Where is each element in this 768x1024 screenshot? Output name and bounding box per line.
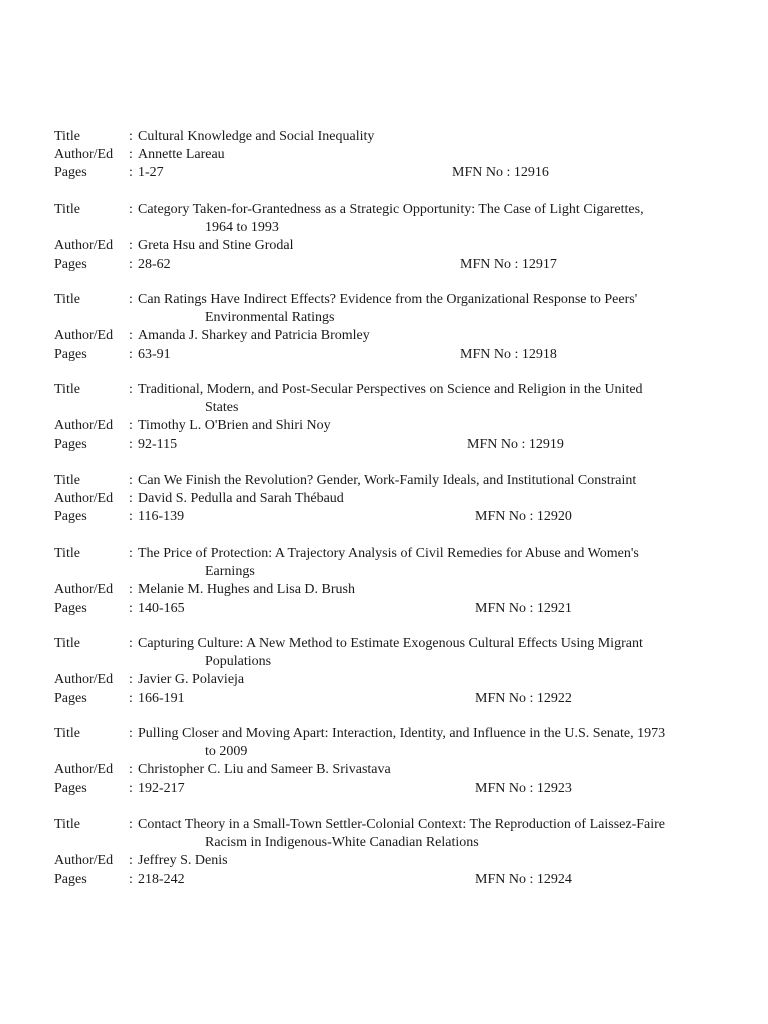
- title-row: [0, 201, 768, 219]
- mfn-label: MFN No :: [460, 256, 519, 272]
- mfn-label: MFN No :: [475, 600, 534, 616]
- author-label: Author/Ed: [54, 418, 114, 434]
- author-row: [0, 671, 768, 689]
- author-label: Author/Ed: [54, 853, 114, 869]
- separator: :: [129, 636, 133, 651]
- title-text: Can We Finish the Revolution? Gender, Work-Family Ideals, and Institutional Constraint: [138, 473, 637, 488]
- separator: :: [129, 726, 133, 741]
- pages-row: [0, 780, 768, 798]
- mfn-number: [475, 690, 572, 708]
- author-text: Melanie M. Hughes and Lisa D. Brush: [138, 582, 355, 598]
- author-label: Author/Ed: [54, 238, 114, 254]
- title-continuation: 1964 to 1993: [205, 220, 279, 236]
- pages-row: [0, 256, 768, 274]
- title-continuation: Racism in Indigenous-White Canadian Relations: [205, 835, 479, 851]
- catalog-entry: [0, 816, 768, 889]
- separator: :: [129, 780, 133, 796]
- pages-label: Pages: [54, 690, 87, 706]
- mfn-number: [460, 256, 557, 274]
- author-label: Author/Ed: [54, 672, 114, 688]
- title-label: Title: [54, 202, 80, 217]
- catalog-entry: [0, 545, 768, 618]
- separator: :: [129, 382, 133, 397]
- separator: :: [129, 600, 133, 616]
- separator: :: [129, 436, 133, 452]
- title-text: Capturing Culture: A New Method to Estimate Exogenous Cultural Effects Using Migrant: [138, 636, 643, 651]
- author-row: [0, 761, 768, 779]
- title-text: Cultural Knowledge and Social Inequality: [138, 129, 375, 144]
- title-continuation: Earnings: [205, 564, 255, 580]
- separator: :: [129, 672, 133, 688]
- title-label: Title: [54, 292, 80, 307]
- pages-row: [0, 690, 768, 708]
- mfn-value: 12916: [513, 165, 549, 181]
- separator: :: [129, 328, 133, 344]
- mfn-value: 12920: [536, 509, 572, 525]
- mfn-label: MFN No :: [475, 509, 534, 525]
- pages-label: Pages: [54, 256, 87, 272]
- separator: :: [129, 129, 133, 144]
- separator: :: [129, 147, 133, 163]
- author-text: Jeffrey S. Denis: [138, 853, 228, 869]
- mfn-label: MFN No :: [467, 436, 526, 452]
- mfn-number: [467, 436, 564, 454]
- pages-text: 140-165: [138, 600, 185, 616]
- separator: :: [129, 817, 133, 832]
- title-continuation-row: [0, 563, 768, 581]
- author-text: Christopher C. Liu and Sameer B. Srivastava: [138, 762, 391, 778]
- title-continuation-row: [0, 309, 768, 327]
- separator: :: [129, 509, 133, 525]
- pages-label: Pages: [54, 346, 87, 362]
- author-row: [0, 581, 768, 599]
- mfn-value: 12919: [528, 436, 564, 452]
- pages-label: Pages: [54, 780, 87, 796]
- author-row: [0, 490, 768, 508]
- separator: :: [129, 853, 133, 869]
- mfn-number: [475, 780, 572, 798]
- mfn-label: MFN No :: [460, 346, 519, 362]
- author-row: [0, 327, 768, 345]
- mfn-label: MFN No :: [475, 780, 534, 796]
- author-row: [0, 417, 768, 435]
- author-label: Author/Ed: [54, 491, 114, 507]
- author-row: [0, 237, 768, 255]
- pages-text: 192-217: [138, 780, 185, 796]
- pages-text: 28-62: [138, 256, 171, 272]
- author-text: David S. Pedulla and Sarah Thébaud: [138, 491, 344, 507]
- mfn-value: 12923: [536, 780, 572, 796]
- separator: :: [129, 582, 133, 598]
- title-continuation: Populations: [205, 654, 272, 670]
- pages-label: Pages: [54, 436, 87, 452]
- author-text: Javier G. Polavieja: [138, 672, 245, 688]
- title-text: Category Taken-for-Grantedness as a Strategic Opportunity: The Case of Light Cigarettes,: [138, 202, 644, 217]
- catalog-entry: [0, 725, 768, 798]
- title-continuation-row: [0, 743, 768, 761]
- title-continuation: Environmental Ratings: [205, 310, 335, 326]
- title-row: [0, 816, 768, 834]
- title-row: [0, 128, 768, 146]
- title-label: Title: [54, 382, 80, 397]
- catalog-entry: [0, 201, 768, 274]
- author-text: Annette Lareau: [138, 147, 225, 163]
- mfn-label: MFN No :: [452, 165, 511, 181]
- separator: :: [129, 546, 133, 561]
- separator: :: [129, 491, 133, 507]
- title-row: [0, 381, 768, 399]
- pages-label: Pages: [54, 600, 87, 616]
- separator: :: [129, 871, 133, 887]
- author-row: [0, 852, 768, 870]
- mfn-value: 12921: [536, 600, 572, 616]
- title-continuation-row: [0, 653, 768, 671]
- title-continuation: to 2009: [205, 744, 248, 760]
- catalog-entry: [0, 381, 768, 454]
- separator: :: [129, 202, 133, 217]
- mfn-value: 12922: [536, 690, 572, 706]
- title-continuation-row: [0, 834, 768, 852]
- pages-label: Pages: [54, 509, 87, 525]
- separator: :: [129, 418, 133, 434]
- title-text: The Price of Protection: A Trajectory Analysis of Civil Remedies for Abuse and Women's: [138, 546, 639, 561]
- pages-text: 218-242: [138, 871, 185, 887]
- pages-row: [0, 164, 768, 182]
- title-row: [0, 545, 768, 563]
- pages-row: [0, 600, 768, 618]
- separator: :: [129, 238, 133, 254]
- mfn-value: 12918: [521, 346, 557, 362]
- author-label: Author/Ed: [54, 762, 114, 778]
- title-label: Title: [54, 726, 80, 741]
- title-text: Pulling Closer and Moving Apart: Interaction, Identity, and Influence in the U.S. Senate, 1973: [138, 726, 666, 741]
- pages-text: 116-139: [138, 509, 185, 525]
- author-label: Author/Ed: [54, 582, 114, 598]
- title-row: [0, 635, 768, 653]
- author-label: Author/Ed: [54, 147, 114, 163]
- catalog-entry: [0, 635, 768, 708]
- title-label: Title: [54, 473, 80, 488]
- separator: :: [129, 346, 133, 362]
- mfn-number: [475, 871, 572, 889]
- title-row: [0, 725, 768, 743]
- title-continuation-row: [0, 219, 768, 237]
- mfn-value: 12917: [521, 256, 557, 272]
- title-row: [0, 291, 768, 309]
- mfn-label: MFN No :: [475, 871, 534, 887]
- pages-label: Pages: [54, 871, 87, 887]
- pages-text: 92-115: [138, 436, 178, 452]
- title-text: Traditional, Modern, and Post-Secular Perspectives on Science and Religion in the United: [138, 382, 643, 397]
- author-label: Author/Ed: [54, 328, 114, 344]
- pages-row: [0, 436, 768, 454]
- pages-row: [0, 508, 768, 526]
- separator: :: [129, 762, 133, 778]
- mfn-number: [460, 346, 557, 364]
- title-label: Title: [54, 636, 80, 651]
- author-row: [0, 146, 768, 164]
- catalog-entry: [0, 291, 768, 364]
- mfn-number: [475, 600, 572, 618]
- author-text: Greta Hsu and Stine Grodal: [138, 238, 294, 254]
- mfn-number: [475, 508, 572, 526]
- pages-text: 166-191: [138, 690, 185, 706]
- separator: :: [129, 256, 133, 272]
- catalog-entry: [0, 472, 768, 527]
- title-continuation-row: [0, 399, 768, 417]
- title-row: [0, 472, 768, 490]
- title-label: Title: [54, 129, 80, 144]
- pages-row: [0, 871, 768, 889]
- pages-text: 1-27: [138, 165, 164, 181]
- pages-label: Pages: [54, 165, 87, 181]
- author-text: Amanda J. Sharkey and Patricia Bromley: [138, 328, 370, 344]
- mfn-label: MFN No :: [475, 690, 534, 706]
- author-text: Timothy L. O'Brien and Shiri Noy: [138, 418, 331, 434]
- title-label: Title: [54, 817, 80, 832]
- title-label: Title: [54, 546, 80, 561]
- title-text: Contact Theory in a Small-Town Settler-Colonial Context: The Reproduction of Laissez-Faire: [138, 817, 665, 832]
- pages-row: [0, 346, 768, 364]
- title-text: Can Ratings Have Indirect Effects? Evidence from the Organizational Response to Peers': [138, 292, 638, 307]
- separator: :: [129, 165, 133, 181]
- separator: :: [129, 473, 133, 488]
- mfn-number: [452, 164, 549, 182]
- catalog-entry: [0, 128, 768, 183]
- separator: :: [129, 292, 133, 307]
- mfn-value: 12924: [536, 871, 572, 887]
- pages-text: 63-91: [138, 346, 171, 362]
- title-continuation: States: [205, 400, 239, 416]
- separator: :: [129, 690, 133, 706]
